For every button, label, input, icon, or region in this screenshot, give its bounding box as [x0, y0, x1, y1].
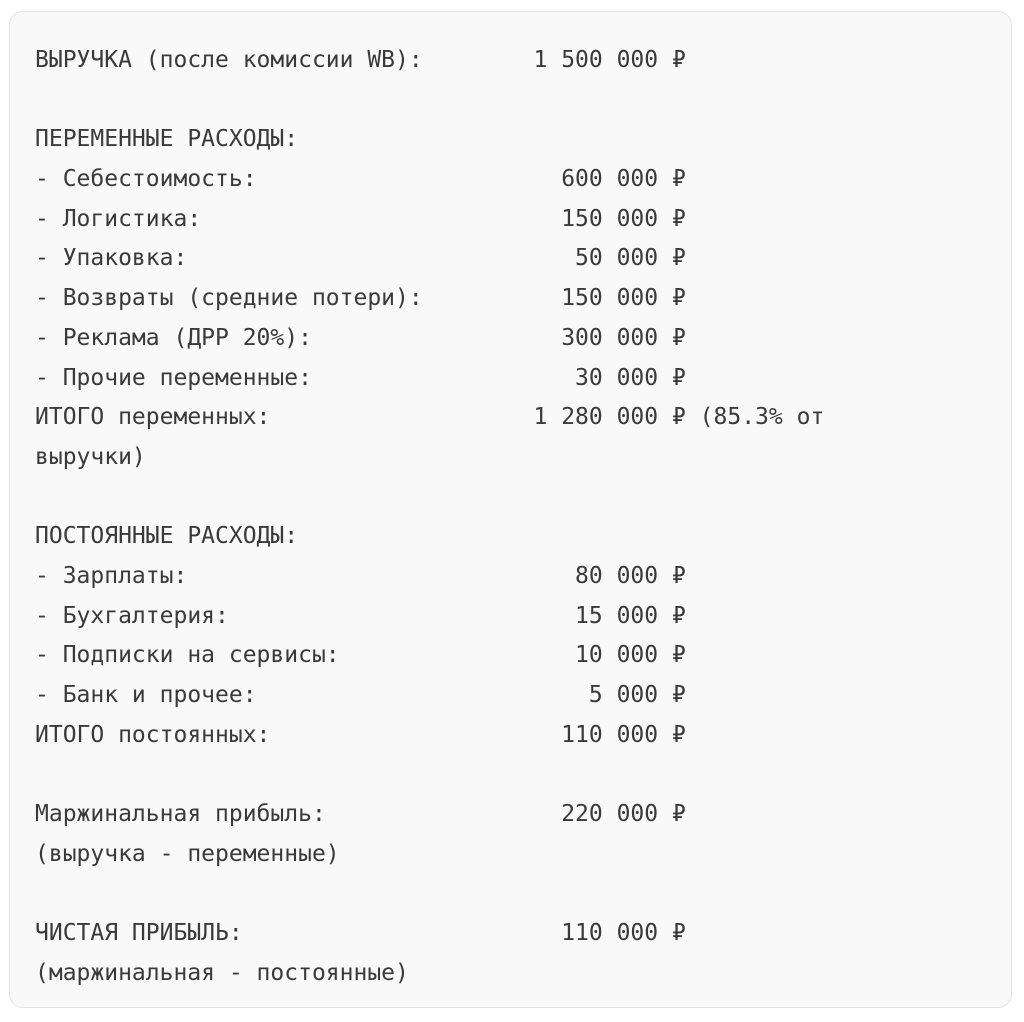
line-salaries: - Зарплаты: 80 000 ₽ — [35, 562, 686, 589]
line-total-variable-cont: выручки) — [35, 443, 146, 470]
line-blank — [35, 81, 1011, 121]
line-returns: - Возвраты (средние потери): 150 000 ₽ — [35, 285, 686, 312]
code-block — [9, 11, 1012, 1008]
line-net-profit: ЧИСТАЯ ПРИБЫЛЬ: 110 000 ₽ — [35, 920, 686, 947]
line-marginal-profit: Маржинальная прибыль: 220 000 ₽ — [35, 801, 686, 828]
line-blank — [35, 874, 1011, 914]
line-bank-other: - Банк и прочее: 5 000 ₽ — [35, 682, 686, 708]
line-net-profit-note: (маржинальная - постоянные) — [35, 959, 409, 986]
line-revenue: ВЫРУЧКА (после комиссии WB): 1 500 000 ₽ — [35, 47, 686, 73]
line-cost-price: - Себестоимость: 600 000 ₽ — [35, 166, 686, 193]
code-text — [10, 12, 1011, 994]
line-accounting: - Бухгалтерия: 15 000 ₽ — [35, 602, 686, 629]
line-total-variable: ИТОГО переменных: 1 280 000 ₽ (85.3% от — [35, 404, 825, 431]
line-total-fixed: ИТОГО постоянных: 110 000 ₽ — [35, 721, 686, 748]
line-other-variable: - Прочие переменные: 30 000 ₽ — [35, 364, 686, 391]
line-logistics: - Логистика: 150 000 ₽ — [35, 205, 686, 232]
line-variable-header: ПЕРЕМЕННЫЕ РАСХОДЫ: — [35, 126, 299, 153]
line-blank — [35, 755, 1011, 795]
line-subscriptions: - Подписки на сервисы: 10 000 ₽ — [35, 642, 686, 669]
line-marginal-profit-note: (выручка - переменные) — [35, 840, 340, 867]
line-blank — [35, 478, 1011, 518]
line-fixed-header: ПОСТОЯННЫЕ РАСХОДЫ: — [35, 523, 299, 550]
line-advertising: - Реклама (ДРР 20%): 300 000 ₽ — [35, 324, 686, 351]
line-packaging: - Упаковка: 50 000 ₽ — [35, 245, 686, 272]
